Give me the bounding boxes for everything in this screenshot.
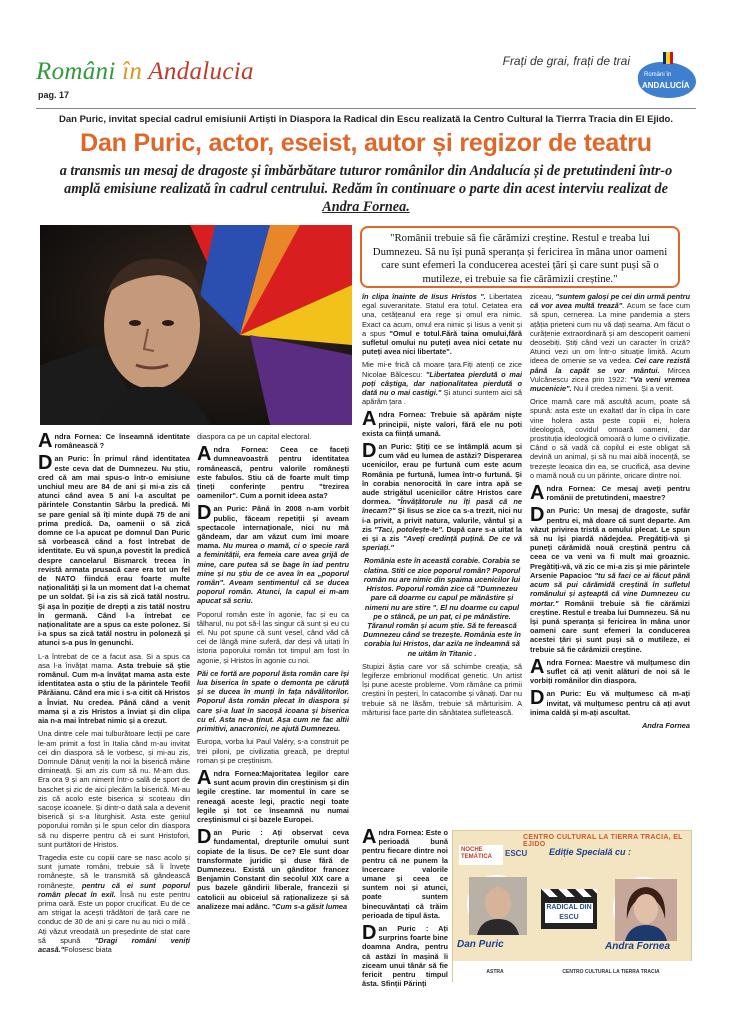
answer-5: Dan Puric : Ați surprins foarte bine doamna Andra, pentru că astăzi în mașină îi ziceam unui tânăr să fie fericit pentru timpul ăsta. Sfinții Părinți [362, 922, 448, 989]
question-3: Andra Fornea:Majoritatea legilor care sunt acum provin din creștinism și din legile creștine. Iar momentul în care se reneagă aceste legi, practic negi toate legile și tot ce înseamnă nu numai creștinismul ci și bazele Europei. [197, 766, 349, 824]
paragraph: Una dintre cele mai tulburătoare lecții pe care le-am primit a fost în Italia când m-au invitat cei din diaspora să le vorbesc, și mi-au zis, Domnule Dănuț veniți la noi la biserică mâine dimineață. Și am zis cum să nu. M-am dus. Era ora 9 și am nimerit într-o sală de sport de baschet și zic de aici plecăm la biserică. Mi-au zis că acolo este biserica și scoteau din sacoșe icoanele. Și dintr-o dată sala a devenit biserică și s-a liturghisit. Asta este geniul poporului român și le spun celor din diaspora să nu disperre pentru că ei sunt Hristofori, sunt purtători de Hristos. [38, 729, 190, 849]
romanian-flag-icon [663, 52, 673, 64]
tagline: Frați de grai, frați de trai [502, 54, 630, 68]
drop-cap: D [362, 922, 377, 945]
pull-quote: "Românii trebuie să fie cărămizi creștine. Restul e treaba lui Dumnezeu. Să nu își pună speranța și fericirea în mâna unor oameni care sunt efemeri la conducerea acestei țări și care sunt puși să o mutileze, ei trebuie sa fie cărămizii creștine." [360, 226, 680, 288]
masthead-word-3: Andalucia [148, 58, 254, 85]
article-column-3 [362, 292, 522, 823]
answer-1: Dan Puric: În primul rând identitatea este ceva dat de Dumnezeu. Nu știu, cred că am mai spus-o într-o emisiune unchiul meu are 84 de ani și mi-a zis că atunci când avea 5 ani l-a ascultat pe părintele Constantin Sârbu la predică. Mi se pare genial să îți minte după 75 de ani prima predică. Da, oamenii o să zică domne ce l-a apucat pe domnul Dan Puric să vorbească când a fost întrebat de identitate. Eu vă spun,a povestit la predică despre cancelarul Bismarck trecea în revistă armata prusacă care era tot un fel de NATO fiindcă erau foarte multe naționalități și la un moment dat l-a chemat pe un soldat. Și i-a zis să zică tatăl nostru. Și așa în poziție de drepți a zis tatăl nostru în germană. Când l-a întrebat ce naționalitate are a spus ca este polonez. Si i-a spus sa zică tatăl nostru in poloneză și atunci s-a pus în genunchi. [38, 452, 190, 648]
event-poster [452, 830, 692, 982]
host-name: Andra Fornea [605, 941, 671, 952]
drop-cap: D [530, 687, 545, 710]
drop-cap: A [530, 482, 545, 505]
signature: Andra Fornea [641, 720, 690, 730]
badge-line-1: Români în [644, 72, 672, 78]
paragraph: ziceau, "suntem galoși pe cei din urmă pentru că vor avea multă trează". Acum se face cum să spun, cernerea. La mine pandemia a șters ațâția prieteni cum nu vă dați seama. Am făcut o curățenie extraordinară și am descoperit oameni deosebiți. Știți când vezi un caracter în criză? Atunci vezi un om într-o situație limită. Acum ideea de omenie se va vedea. Cei care rezistă până la capăt se vor mântui. Mircea Vulcănescu zicea prin 1922: "Va veni vremea mucenicie". Nu il credea nimeni. Și a venit. [530, 292, 691, 394]
drop-cap: A [197, 766, 212, 789]
subtitle-text: a transmis un mesaj de dragoste și îmbărbătare tuturor românilor din Andalucía și de pretutindeni într-o amplă emisiune realizată în cadrul centrului. Redăm în continuare o parte din acest interviu realizat de [59, 163, 673, 197]
drop-cap: A [362, 408, 377, 431]
question-6: Andra Fornea: Ce mesaj aveți pentru românii de pretutindeni, maestre? [530, 482, 690, 505]
answer-2: Dan Puric: Până în 2008 n-am vorbit public, făceam repetiții și aveam spectacole internaționale, nici nu mă gândeam, dar am văzut cum îmi moare mama. Nu murea o mamă, ci o specie rară a feminității, era femeia care avea grijă de mine, care putea să se bage în iad pentru mine și nu știu de ce avea în ea „poporul român". Aveam sentimentul că se ducea poporul român. Atunci, la capul ei m-am apucat să scriu. [197, 502, 349, 606]
question-4: Andra Fornea: Trebuie să apărăm niște principii, niște valori, fără ele nu poti exista ca ființă umană. [362, 408, 522, 438]
paragraph: Tragedia este cu copiii care se nasc acolo și sunt jumate români, trebuie să îi învețe românește, să le transmită să gândească românește, pentru că ei sunt poporul român plecat în exil. Însă nu este pentru prima oară. Este un popor crucificat. Eu de ce am strigat la acești trădători de țară care ne conduc de 30 de ani și care nu au nici o milă . Ați văzut vreodată un președinte de stat care să spună "Dragi români veniți acasă."Folosesc biata [38, 852, 190, 954]
andalucia-badge-logo [638, 52, 696, 102]
badge-line-2: ANDALUCÍA [642, 81, 690, 90]
masthead-word-1: Români [36, 58, 116, 85]
paragraph: Orice mamă care mă ascultă acum, poate să spună: asta este un exaltat! dar în clipa în care vine holera asta peste copiii ei, holera ideologică, covidul omoară oameni, dar prostituția ideologică omoară o lume o civilizație. Când o să vadă că copilul ei este obligat să devină un animal, și să nu mai aibă inocență, se trezește leoaica din ea, se crucifică, asa devine o mamă nouă cu un părinte, oricare dintre noi. [530, 397, 690, 480]
masthead-logo [36, 58, 254, 86]
paragraph: Păi ce fortă are poporul ăsta român care își lua biserica în spate o demonta pe căruță și se ducea în munți în fața năvălitorilor. Poporul ăsta român plecat în diaspora și care și-a luat în sacoșă icoana și biserica cu el. Asta ne-a ținut. Așa cum ne fac altii primitivi, anacronici, ne ajută Dumnezeu. [197, 668, 349, 734]
drop-cap: A [197, 443, 212, 466]
sponsor-logo: ASTRA [486, 969, 504, 975]
answer-6: Dan Puric: Un mesaj de dragoste, sufăr pentru ei, mă doare că sunt departe. Am văzut privirea tristă a omului plecat. Le spun să nu își piardă nădejdea. Pregătiți-vă și puneți cărămidă nouă creștină pentru că ceea ce va veni va fi mult mai groaznic. Pregătiți-vă, vă zic ce mi-a zis și mie părintele Arsenie Papacioc "tu să faci ce ai făcut până acum să pui cărămidă creștină în sufletul românului și așteaptă că vine Dumnezeu cu mortar." Românii trebuie să fie cărămizi creștine. Restul e treaba lui Dumnezeu. Să nu își pună speranța și fericirea în mâna unor oameni care sunt efemeri la conducerea acestei țări și sunt puși să o mutileze, ei trebuie să fie cărămizii creștine. [530, 504, 690, 654]
paragraph: Mie mi-e frică că moare țara.Fiți atenți ce zice Nicolae Bălcescu: "Libertatea pierdută o mai poți câștiga, dar naționalitatea pierdută o dată nu o mai castigi." Și atunci suntem aici să apărăm țara . [362, 360, 522, 407]
intro-line: Dan Puric, invitat special cadrul emisiunii Artiști în Diaspora la Radical din Escu realizată la Centro Cultural la Tierrra Tracia din El Ejido. [59, 114, 673, 125]
paragraph-centered: România este în această corabie. Corabia se clatina. Stiti ce zice poporul român? Poporul român nu are nimic din spaima ucenicilor lui Hristos. Poporul român zice că "Dumnezeu pare că doarme cu capul pe mănăstire și nimeni nu are stire ". El nu doarme cu capul pe o stâncă, pe un pat, ci pe mănăstire. Țăranul român și acum știe. Să te ferească Dumnezeu când se trezește. România este în corabia lui Hristos, dar azi/a ne îndeamnă să ne uităm în Titanic . [363, 556, 521, 658]
paragraph: L-a întrebat de ce a facut asa. Si a spus ca asa l-a învățat mama. Asta trebuie să știe românul. Cum m-a învățat mama asta este identitatea asta o știu de la părintele Teofil Părăianu. Când era mic i s-a citit că Hristos a Înviat. Nu credea. Până când a venit mama și a zis Hristos a înviat și din clipa aia n-a mai întrebat nimic și a crezut. [38, 651, 190, 726]
paragraph: diaspora ca pe un capital electoral. [197, 432, 312, 441]
page-number: pag. 17 [38, 90, 70, 100]
question-7: Andra Fornea: Maestre vă mulțumesc din suflet că ați venit alături de noi să le vorbiți românilor din diaspora. [530, 655, 690, 686]
noche-tematica-logo: NOCHE TEMÁTICA [459, 845, 503, 865]
article-subtitle [46, 162, 686, 216]
host-portrait [613, 877, 675, 939]
guest-portrait [467, 875, 525, 933]
question-5: Andra Fornea: Este o perioadă bună pentru fiecare dintre noi pentru că ne punem la încercare valorile umane și ceea ce suntem noi și atunci, poate suntem binecuvântați că trăim perioada de tipul ăsta. [362, 826, 448, 920]
paragraph: Europa, vorba lui Paul Valéry, s-a construit pe trei piloni, pe civilizatia greacă, pe dreptul roman și pe creștinism. [197, 737, 349, 765]
paragraph: Poporul român este în agonie, fac și eu ca tâlharul, nu pot să-l las singur că sunt și eu cu el. Nu pot spune că sunt vesel, când văd că cei de lângă mine suferă, dar deși vă uitați în istoria poporului român tot timpul am fost în agonie, și Hristos în agonie cu noi. [197, 609, 349, 665]
answer-7: Dan Puric: Eu vă mulțumesc că m-ați invitat, vă mulțumesc pentru că ați avut inima caldă și m-ați ascultat. [530, 687, 690, 717]
page-header [36, 52, 696, 106]
drop-cap: A [362, 826, 377, 848]
drop-cap: D [530, 504, 545, 527]
article-column-3-bottom [362, 826, 448, 989]
paragraph: în clipa înainte de Iisus Hristos ". Libertatea egal suveranitate. Statul era totul. Cetatea era una, cetățeanul era rege și omul era nimic. Exact ca acum, omul era nimic și Iisus a venit și a spus "Omul e totul.Fără taina omului,fără sufletul omului nu puteți avea nici cetate nu puteți avea nici libertate". [362, 292, 522, 357]
poster-title: CENTRO CULTURAL LA TIERRA TRACIA, EL EJIDO [523, 834, 683, 848]
drop-cap: D [362, 440, 377, 463]
guest-name: Dan Puric [457, 939, 504, 950]
article-column-1 [38, 432, 190, 982]
escu-logo: ESCU [505, 849, 528, 858]
drop-cap: D [38, 452, 53, 475]
drop-cap: D [197, 826, 212, 849]
article-column-4 [530, 292, 690, 825]
portrait-photo [40, 225, 352, 425]
drop-cap: D [197, 502, 212, 525]
paragraph: Stupizi ăștia care vor să schimbe creația, să legiferze embrionul modificat genetic. Un artist își pune aceste probleme. Vom rămâne ca primii creștini în peșteri, în catacombe și vânați. Dar nu trebuie să ne lăsăm, trebuie să mărturisim. A mărturisi face parte din sănătatea sufletească. [362, 661, 522, 717]
question-1: Andra Fornea: Ce înseamnă identitate românească ? [38, 430, 190, 452]
poster-edition: Ediție Specială cu : [549, 847, 632, 857]
clapperboard-icon [541, 889, 597, 929]
sponsor-strip [453, 961, 693, 983]
article-title: Dan Puric, actor, eseist, autor și regizor de teatru [80, 129, 652, 157]
answer-3: Dan Puric : Ați observat ceva fundamental, drepturile omului sunt copiate de la Iisus. De ce? Ele sunt doar transformate juridic și duse fără de Dumnezeu. Există un gânditor francez Benjamin Constant din secolul XIX care a pus bazele gândirii liberale, francezii și catolicii au obiceiul să raționalizeze și să analizeze mai adânc. "Cum s-a găsit lumea [197, 826, 349, 911]
masthead-word-2: în [122, 58, 143, 85]
subtitle-author: Andra Fornea. [322, 199, 410, 215]
question-2: Andra Fornea: Ceea ce faceți dumneavoastră pentru identitatea românească, pentru valorile românești este fabulos. Stiu că de foarte mult timp țineți conferințe pentru "trezirea oamenilor". Cum a pornit ideea asta? [197, 443, 349, 501]
answer-4: Dan Puric: Știți ce se întâmplă acum și cum văd eu lumea de astăzi? Disperarea ucenicilor, erau pe furtună cum este acum România pe furtună, lumea într-o furtună. Și în corabia nenorocită în care intra apă se aude strigătul ucenicilor către Hristos care dormea. "Învățătorule nu îți pasă că ne înecam?" Și Iisus se zice ca s-a trezit, nici nu i-a privit, a privit natura, valurile, vântul și a zis "Taci, potolește-te". După care s-a uitat la ei și a zis "Aveți credință puțină. De ce vă speriați." [362, 440, 522, 553]
drop-cap: A [530, 655, 545, 678]
drop-cap: A [38, 430, 53, 452]
clapperboard-label: RADICAL DIN ESCU [546, 904, 592, 921]
header-divider [36, 108, 696, 109]
sponsor-logo: CENTRO CULTURAL LA TIERRA TRACIA [562, 969, 660, 975]
article-column-2 [197, 432, 349, 982]
